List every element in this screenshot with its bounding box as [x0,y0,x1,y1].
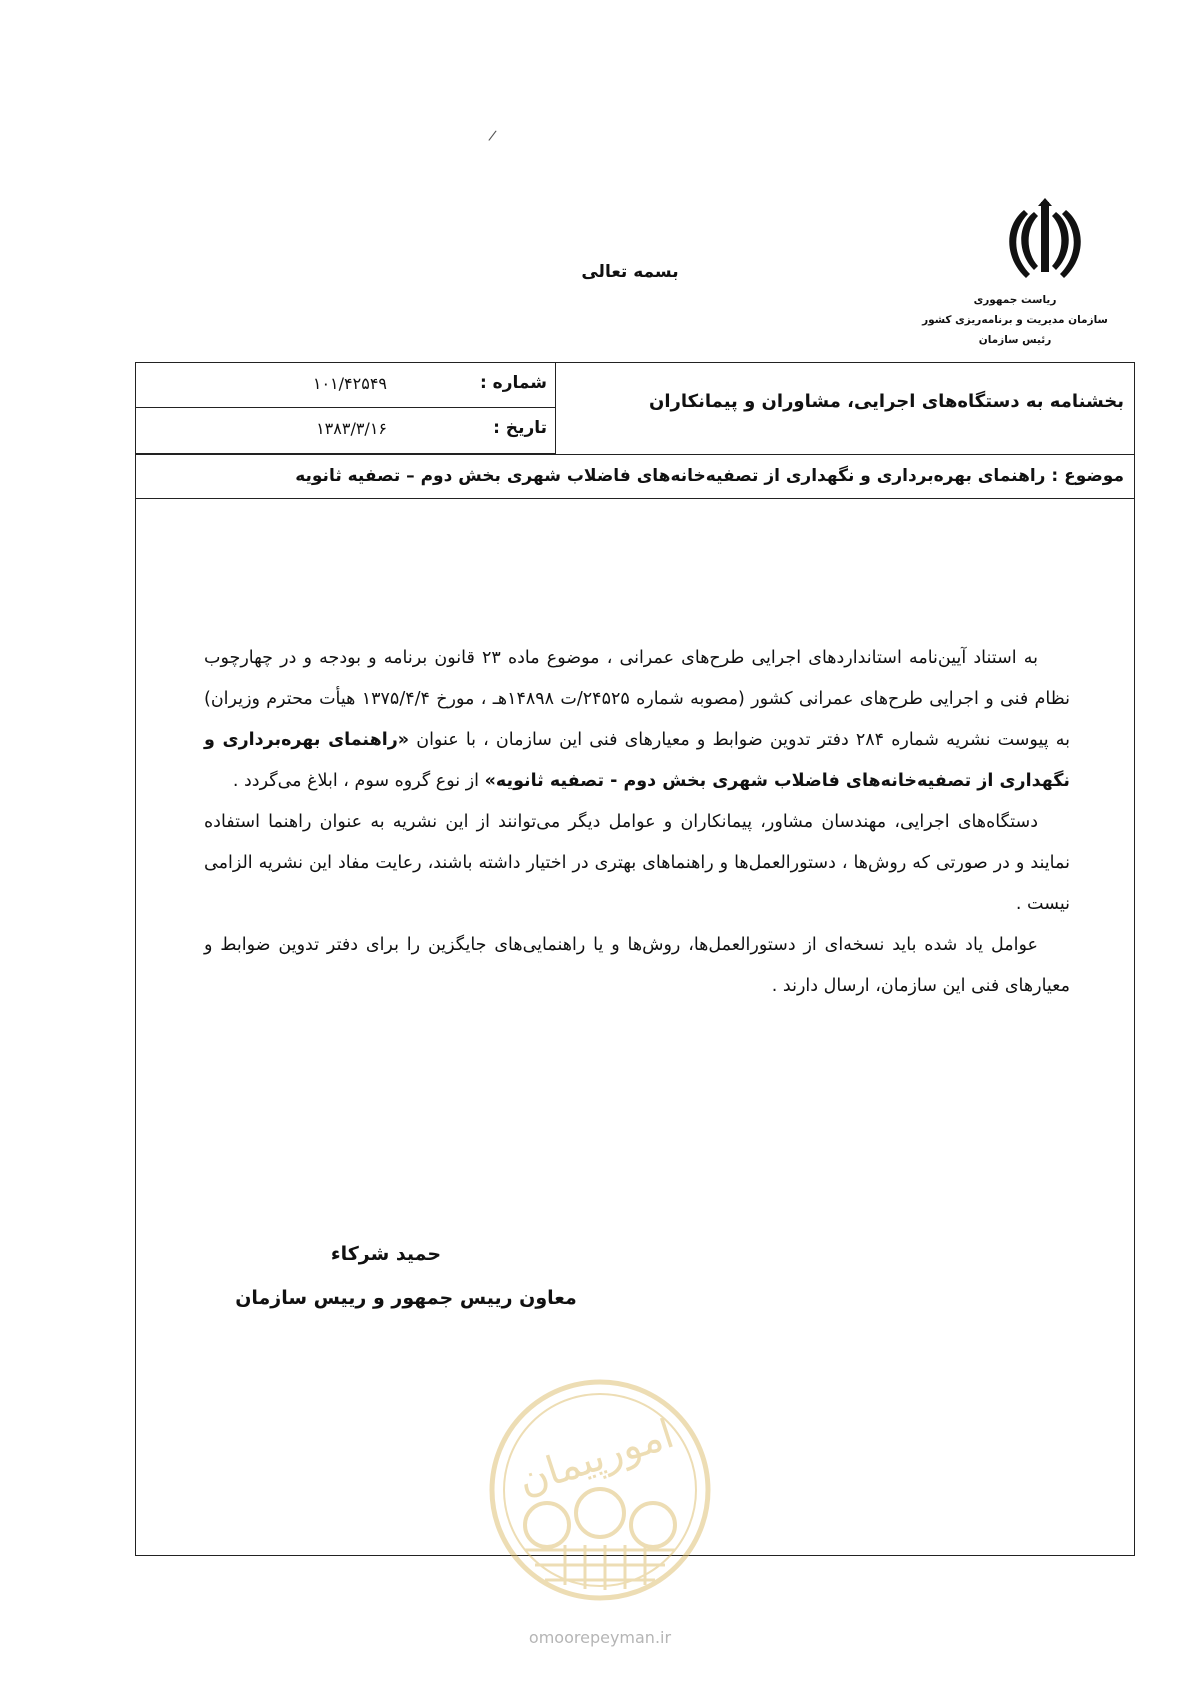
org-line-organization: سازمان مدیریت و برنامه‌ریزی کشور [922,314,1108,326]
org-line-head: رئیس سازمان [978,334,1052,346]
body-p1-ending: از نوع گروه سوم ، ابلاغ می‌گردد . [232,771,485,791]
iran-emblem-icon [1000,194,1090,284]
org-line-presidency: ریاست جمهوری [973,294,1057,306]
letter-body [204,638,1070,1007]
number-value: ۱۰۱/۴۲۵۴۹ [312,374,387,393]
watermark-seal-icon [485,1375,715,1605]
subject-divider [136,498,1134,499]
signatory-title: معاون رییس جمهور و رییس سازمان [235,1287,577,1309]
date-label: تاریخ : [493,418,547,438]
stray-pen-mark: / [487,127,498,145]
issuing-organization [900,290,1130,350]
subject-line: موضوع : راهنمای بهره‌برداری و نگهداری از تصفیه‌خانه‌های فاضلاب شهری بخش دوم – تصفیه ثانویه [295,466,1124,486]
body-paragraph-2: دستگاه‌های اجرایی، مهندسان مشاور، پیمانکاران و عوامل دیگر می‌توانند از این نشریه به عنوان راهنما استفاده نمایند و در صورتی که روش‌ها ، دستورالعمل‌ها و راهنماهای بهتری در اختیار داشته باشند، رعایت مفاد این نشریه الزامی نیست . [204,812,1070,914]
body-p1-intro: به استناد آیین‌نامه استانداردهای اجرایی طرح‌های عمرانی ، موضوع ماده ۲۳ قانون برنامه و بودجه و در چهارچوب نظام فنی و اجرایی طرح‌های عمرانی کشور (مصوبه شماره ۲۴۵۲۵/ت ۱۴۸۹۸هـ ، مورخ ۱۳۷۵/۴/۴ هیأت محترم وزیران) به پیوست نشریه شماره ۲۸۴ دفتر تدوین ضوابط و معیارهای فنی این سازمان ، با عنوان [204,648,1071,750]
svg-text:امورپیمان: امورپیمان [512,1410,680,1505]
date-row [136,408,555,453]
signature-block [226,1243,586,1309]
header-divider [136,454,1134,455]
bismillah-heading: بسمه تعالی [581,262,679,282]
reference-box [136,363,556,454]
date-value: ۱۳۸۳/۳/۱۶ [316,419,387,438]
number-label: شماره : [479,373,547,393]
publication-title: «راهنمای بهره‌برداری و نگهداری از تصفیه‌خانه‌های فاضلاب شهری بخش دوم - تصفیه ثانویه» [204,730,1070,791]
body-paragraph-1 [204,638,1070,802]
addressee-heading: بخشنامه به دستگاه‌های اجرایی، مشاوران و پیمانکاران [649,391,1124,412]
body-paragraph-3: عوامل یاد شده باید نسخه‌ای از دستورالعمل‌ها، روش‌ها و یا راهنمایی‌های جایگزین را برای دفتر تدوین ضوابط و معیارهای فنی این سازمان، ارسال دارند . [204,935,1070,996]
number-row [136,363,555,408]
signatory-name: حمید شرکاء [330,1243,442,1265]
watermark-site-text: omoorepeyman.ir [528,1628,672,1647]
